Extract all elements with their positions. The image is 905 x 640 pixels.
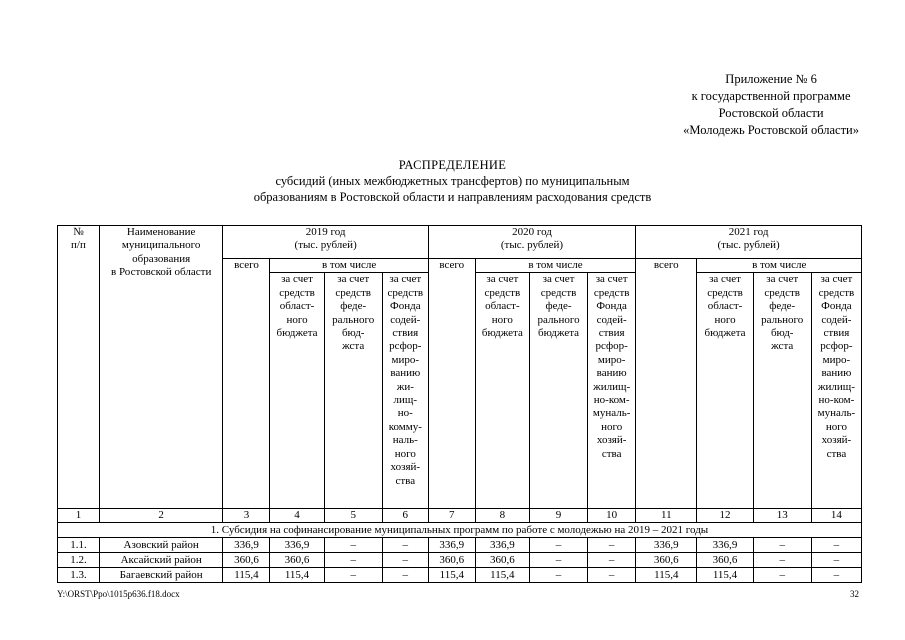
header-federal-2019: за счет средств феде- рального бюд- жста (324, 273, 382, 509)
column-number: 10 (588, 509, 636, 523)
row-cell: 115,4 (697, 568, 753, 583)
row-number: 1.3. (58, 568, 100, 583)
column-number: 11 (636, 509, 697, 523)
column-number: 1 (58, 509, 100, 523)
title-subheading-2: образованиям в Ростовской области и направлениям расходования средств (253, 190, 652, 204)
row-cell: – (529, 568, 587, 583)
column-number: 5 (324, 509, 382, 523)
annex-line-program: к государственной программе (691, 89, 851, 103)
header-total-2019: всего (223, 259, 270, 509)
column-number: 13 (753, 509, 811, 523)
header-regional-2021: за счет средств област- ного бюджета (697, 273, 753, 509)
row-cell: 115,4 (475, 568, 529, 583)
row-cell: 360,6 (697, 553, 753, 568)
row-cell: – (324, 538, 382, 553)
row-municipality: Багаевский район (99, 568, 223, 583)
column-number: 14 (811, 509, 861, 523)
row-cell: – (324, 553, 382, 568)
header-total-2021: всего (636, 259, 697, 509)
row-number: 1.1. (58, 538, 100, 553)
column-number: 9 (529, 509, 587, 523)
table-row (58, 568, 862, 583)
row-cell: – (588, 553, 636, 568)
row-municipality: Азовский район (99, 538, 223, 553)
row-cell: 115,4 (223, 568, 270, 583)
table-row (58, 538, 862, 553)
column-number: 12 (697, 509, 753, 523)
row-cell: 336,9 (428, 538, 475, 553)
row-cell: 336,9 (270, 538, 324, 553)
title-subheading-1: субсидий (иных межбюджетных трансфертов) по муниципальным (275, 174, 630, 188)
distribution-table (57, 225, 862, 583)
header-regional-2019: за счет средств област- ного бюджета (270, 273, 324, 509)
table-row (58, 553, 862, 568)
header-year-2021: 2021 год (тыс. рублей) (636, 226, 862, 259)
row-cell: – (382, 568, 428, 583)
header-fund-2019: за счет средств Фонда содей- ствия рсфор- миро- ванию жи- лищ- но- комму- наль- ного хозяй- ства (382, 273, 428, 509)
row-municipality: Аксайский район (99, 553, 223, 568)
row-cell: 336,9 (223, 538, 270, 553)
row-cell: – (588, 568, 636, 583)
header-including-2019: в том числе (270, 259, 428, 273)
section-row (58, 523, 862, 538)
row-cell: – (382, 553, 428, 568)
row-cell: 360,6 (475, 553, 529, 568)
column-number-row (58, 509, 862, 523)
column-number: 7 (428, 509, 475, 523)
row-cell: – (811, 553, 861, 568)
header-including-2020: в том числе (475, 259, 635, 273)
annex-line-region: Ростовской области (718, 106, 824, 120)
column-number: 4 (270, 509, 324, 523)
row-cell: – (529, 538, 587, 553)
header-including-2021: в том числе (697, 259, 862, 273)
annex-block (683, 71, 859, 139)
column-number: 8 (475, 509, 529, 523)
row-cell: 115,4 (270, 568, 324, 583)
row-cell: – (811, 538, 861, 553)
row-cell: 115,4 (636, 568, 697, 583)
annex-title: Приложение № 6 (725, 72, 817, 86)
header-total-2020: всего (428, 259, 475, 509)
header-municipality-name: Наименование муниципального образования в Ростовской области (99, 226, 223, 509)
column-number: 3 (223, 509, 270, 523)
row-cell: – (324, 568, 382, 583)
row-cell: 360,6 (636, 553, 697, 568)
row-cell: 336,9 (697, 538, 753, 553)
row-cell: – (753, 568, 811, 583)
row-cell: 115,4 (428, 568, 475, 583)
row-cell: 360,6 (223, 553, 270, 568)
row-cell: 336,9 (636, 538, 697, 553)
footer-file-path: Y:\ORST\Ppo\1015p636.f18.docx (57, 589, 180, 599)
column-number: 2 (99, 509, 223, 523)
row-cell: – (529, 553, 587, 568)
header-year-2020: 2020 год (тыс. рублей) (428, 226, 635, 259)
title-heading: РАСПРЕДЕЛЕНИЕ (398, 158, 507, 172)
footer-page-number: 32 (850, 589, 859, 599)
section-title: 1. Субсидия на софинансирование муниципальных программ по работе с молодежью на 2019 – 2021 годы (58, 523, 862, 538)
row-cell: – (753, 538, 811, 553)
row-cell: 360,6 (428, 553, 475, 568)
header-fund-2021: за счет средств Фонда содей- ствия рсфор- миро- ванию жилищ- но-ком- муналь- ного хозяй- ства (811, 273, 861, 509)
header-year-2019: 2019 год (тыс. рублей) (223, 226, 428, 259)
header-federal-2021: за счет средств феде- рального бюд- жста (753, 273, 811, 509)
header-regional-2020: за счет средств област- ного бюджета (475, 273, 529, 509)
header-federal-2020: за счет средств феде- рального бюджета (529, 273, 587, 509)
row-cell: – (382, 538, 428, 553)
row-cell: 336,9 (475, 538, 529, 553)
column-number: 6 (382, 509, 428, 523)
annex-line-program-name: «Молодежь Ростовской области» (683, 123, 859, 137)
header-fund-2020: за счет средств Фонда содей- ствия рсфор- миро- ванию жилищ- но-ком- муналь- ного хозяй- ства (588, 273, 636, 509)
document-title (0, 157, 905, 205)
row-cell: – (588, 538, 636, 553)
row-cell: – (811, 568, 861, 583)
header-number: № п/п (58, 226, 100, 509)
row-cell: 360,6 (270, 553, 324, 568)
row-cell: – (753, 553, 811, 568)
row-number: 1.2. (58, 553, 100, 568)
